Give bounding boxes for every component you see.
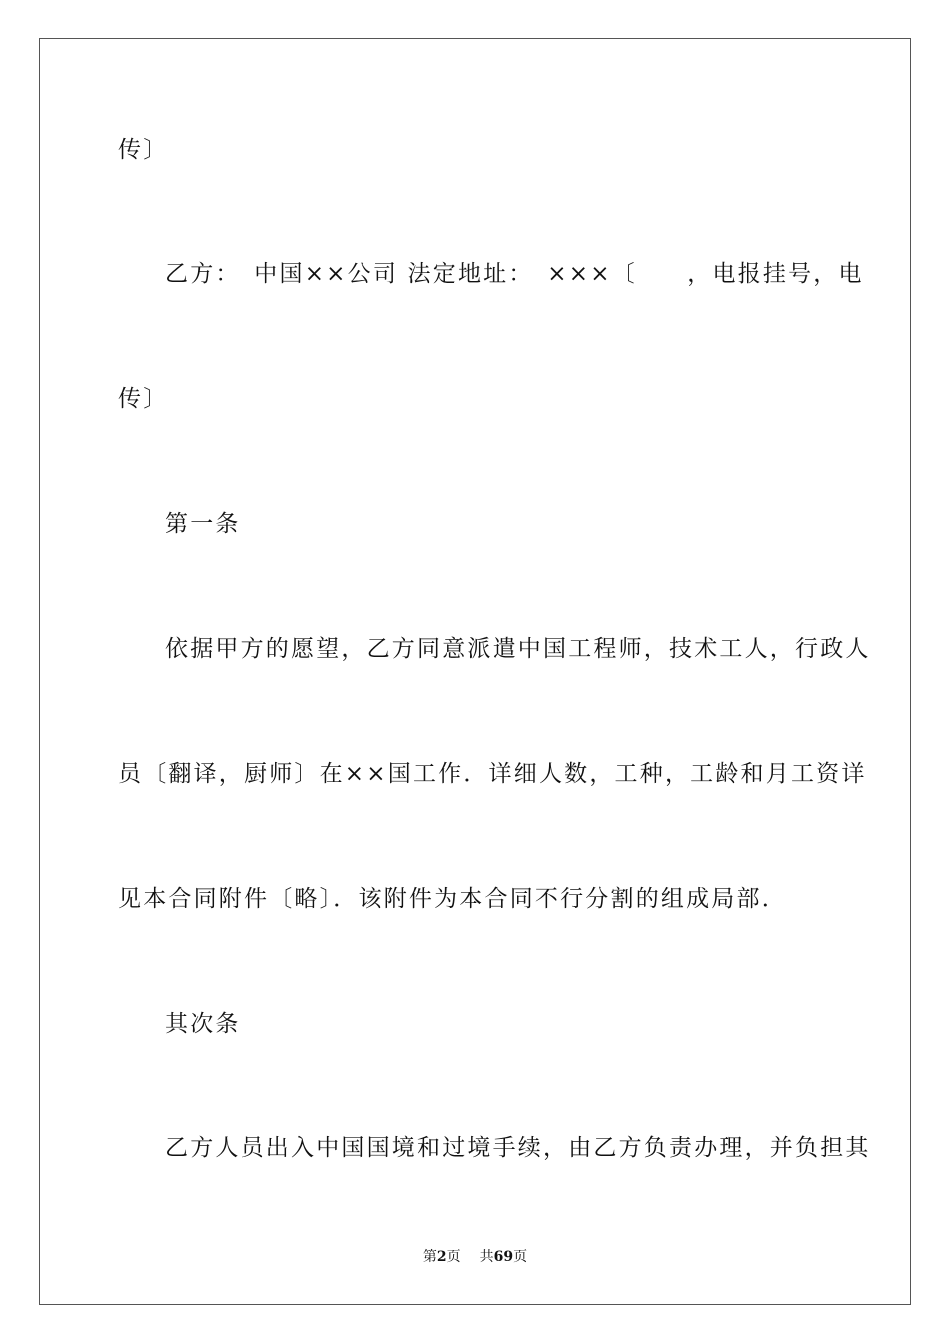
footer-total-prefix: 共 bbox=[479, 1249, 494, 1265]
footer-page-prefix: 第 bbox=[422, 1249, 437, 1265]
footer-total-suffix: 页 bbox=[513, 1249, 528, 1265]
page-border bbox=[39, 38, 911, 1305]
article-1-text-line-3: 见本合同附件〔略〕．该附件为本合同不行分割的组成局部． bbox=[118, 886, 787, 912]
article-1-text-line-1: 依据甲方的愿望，乙方同意派遣中国工程师，技术工人，行政人 bbox=[165, 636, 871, 662]
footer-page-number: 2 bbox=[436, 1249, 447, 1265]
footer-total-pages: 69 bbox=[493, 1249, 514, 1265]
text-line-party-b: 乙方： 中国××公司 法定地址： ×××〔 ，电报挂号，电 bbox=[165, 261, 864, 287]
text-line-continuation-2: 传〕 bbox=[118, 386, 169, 412]
article-1-text-line-2: 员〔翻译，厨师〕在××国工作．详细人数，工种，工龄和月工资详 bbox=[118, 761, 867, 787]
text-line-continuation-1: 传〕 bbox=[118, 137, 169, 163]
article-2-text-line-1: 乙方人员出入中国国境和过境手续，由乙方负责办理，并负担其 bbox=[165, 1135, 871, 1161]
footer-page-suffix: 页 bbox=[446, 1249, 461, 1265]
article-2-heading: 其次条 bbox=[165, 1011, 241, 1037]
page-footer bbox=[0, 1248, 950, 1266]
article-1-heading: 第一条 bbox=[165, 511, 241, 537]
